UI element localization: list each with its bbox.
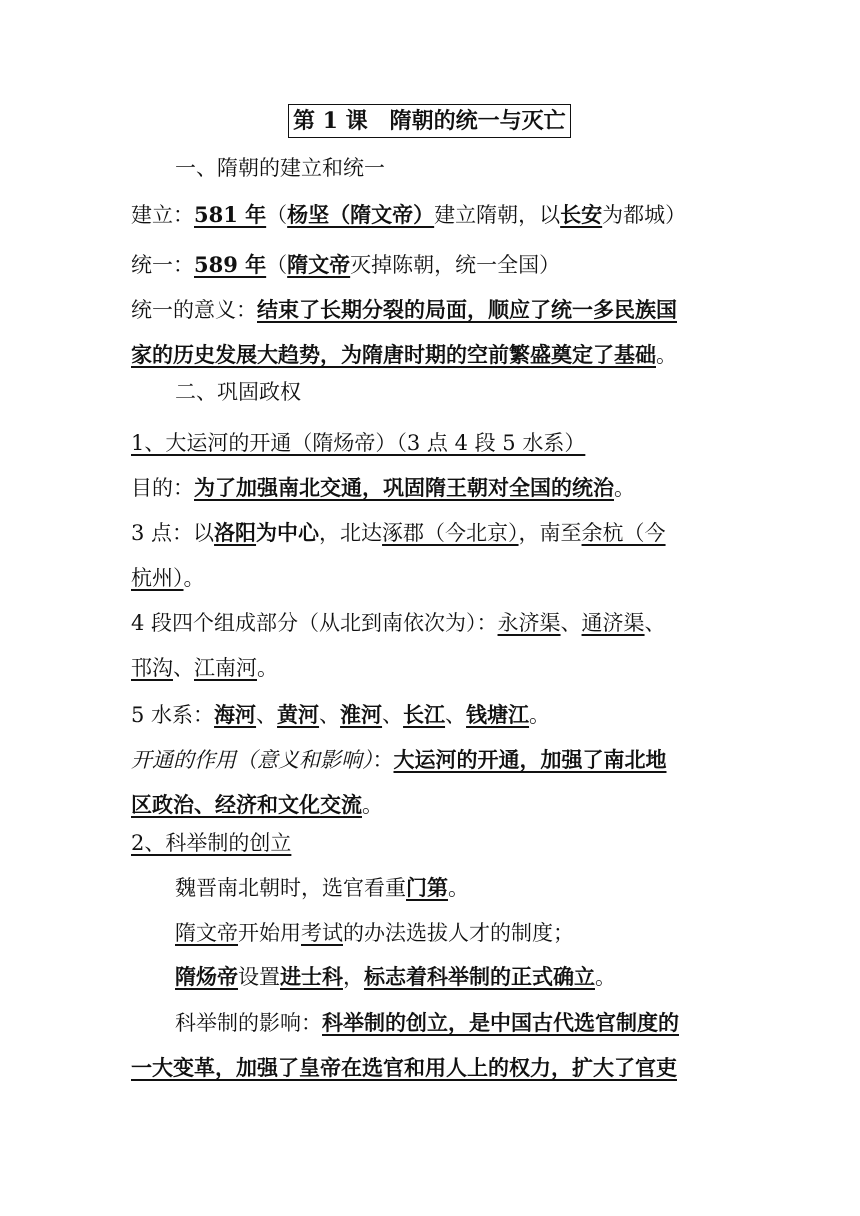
significance-line-1 [131,295,731,325]
sections-end: 。 [257,656,278,680]
significance-text-1: 结束了长期分裂的局面，顺应了统一多民族国 [257,297,677,322]
exam-line-2 [175,918,775,948]
exam-l2-end: 的办法选拔人才的制度； [343,921,574,945]
separator: 、 [173,656,194,680]
purpose-text: 为了加强南北交通，巩固隋王朝对全国的统治 [194,475,614,500]
separator: 、 [445,703,467,727]
paren-open: （ [266,253,288,277]
exam-l3-end: 。 [595,965,616,989]
canal-points-line-2 [131,563,731,593]
effect-end: 。 [362,793,383,817]
exam-l3-mid: 设置 [238,965,280,989]
north-prefix: ，北达 [319,521,383,545]
exam-l1-key: 门第 [406,875,448,900]
river-2: 黄河 [277,702,320,727]
paren-open: （ [266,203,288,227]
impact-text-2: 一大变革，加强了皇帝在选官和用人上的权力，扩大了官吏 [131,1055,677,1080]
section2-heading: 二、巩固政权 [175,380,301,404]
purpose-label: 目的： [131,476,194,500]
center-suffix: 为中心 [256,520,320,545]
exam-l3-sep: ， [343,965,364,989]
exam-line-1 [175,873,775,903]
separator: 、 [560,611,582,635]
significance-text-2: 家的历史发展大趋势，为隋唐时期的空前繁盛奠定了基础 [131,342,656,367]
water-label: 5 水系： [131,703,215,727]
canal-effect-line-1 [131,745,731,775]
unification-line [131,250,731,280]
canal-sections-line-1 [131,608,731,638]
founding-line [131,200,731,230]
section-canal-3: 邗沟 [131,656,173,680]
exam-l3-key2: 标志着科举制的正式确立 [364,964,595,989]
center-city: 洛阳 [214,520,257,545]
separator: 、 [644,611,666,635]
significance-line-2 [131,340,731,370]
founding-end: 为都城） [602,203,687,227]
canal-purpose-line [131,473,731,503]
canal-effect-line-2 [131,790,731,820]
effect-text-2: 区政治、经济和文化交流 [131,792,362,817]
lesson-title: 第 1 课 隋朝的统一与灭亡 [288,104,571,138]
points-label: 3 点：以 [131,521,215,545]
exam-l3-person: 隋炀帝 [175,964,238,989]
section1-heading: 一、隋朝的建立和统一 [175,156,385,180]
capital-name: 长安 [560,202,603,227]
exam-line-3 [175,962,775,992]
river-4: 长江 [403,702,446,727]
exam-impact-line-1 [175,1008,731,1038]
south-end: 。 [183,566,205,590]
canal-rivers-line [131,700,731,730]
section-canal-4: 江南河 [194,656,257,680]
river-5: 钱塘江 [466,702,530,727]
founding-text: 建立隋朝，以 [434,203,561,227]
significance-end: 。 [656,343,677,367]
founder-name: 杨坚（隋文帝） [287,202,435,227]
exam-l2-mid: 开始用 [238,921,301,945]
effect-text-1: 大运河的开通，加强了南北地 [393,747,667,772]
unification-text: 灭掉陈朝，统一全国） [350,253,561,277]
purpose-end: 。 [614,476,635,500]
exam-l3-key: 进士科 [280,964,343,989]
rivers-end: 。 [529,703,551,727]
founding-label: 建立： [131,203,194,227]
section-canal-2: 通济渠 [581,611,645,635]
river-3: 淮河 [340,702,383,727]
exam-l2-person: 隋文帝 [175,921,238,945]
river-1: 海河 [214,702,257,727]
exam-l1-end: 。 [448,876,469,900]
exam-heading: 2、科举制的创立 [131,831,292,855]
separator: 、 [382,703,404,727]
unification-label: 统一： [131,253,194,277]
canal-points-line-1 [131,518,731,548]
impact-text-1: 科举制的创立，是中国古代选官制度的 [322,1010,679,1035]
separator: 、 [319,703,341,727]
effect-label: 开通的作用（意义和影响） [131,748,373,772]
sections-label: 4 段四个组成部分（从北到南依次为）： [131,611,498,635]
canal-sections-line-2 [131,653,731,683]
founding-year: 581 年 [194,202,267,227]
unification-year: 589 年 [194,252,267,277]
south-endpoint-b: 杭州） [131,566,184,590]
exam-l2-key: 考试 [301,921,343,945]
north-endpoint: 涿郡（今北京） [382,521,519,545]
exam-l1-text: 魏晋南北朝时，选官看重 [175,876,406,900]
south-endpoint-a: 余杭（今 [581,521,666,545]
south-prefix: ，南至 [518,521,582,545]
exam-impact-line-2 [131,1053,731,1083]
separator: 、 [256,703,278,727]
unifier-name: 隋文帝 [287,252,351,277]
effect-colon: ： [372,748,394,772]
impact-label: 科举制的影响： [175,1011,322,1035]
significance-label: 统一的意义： [131,298,257,322]
section-canal-1: 永济渠 [497,611,561,635]
canal-heading: 1、大运河的开通（隋炀帝）（3 点 4 段 5 水系） [131,431,586,455]
